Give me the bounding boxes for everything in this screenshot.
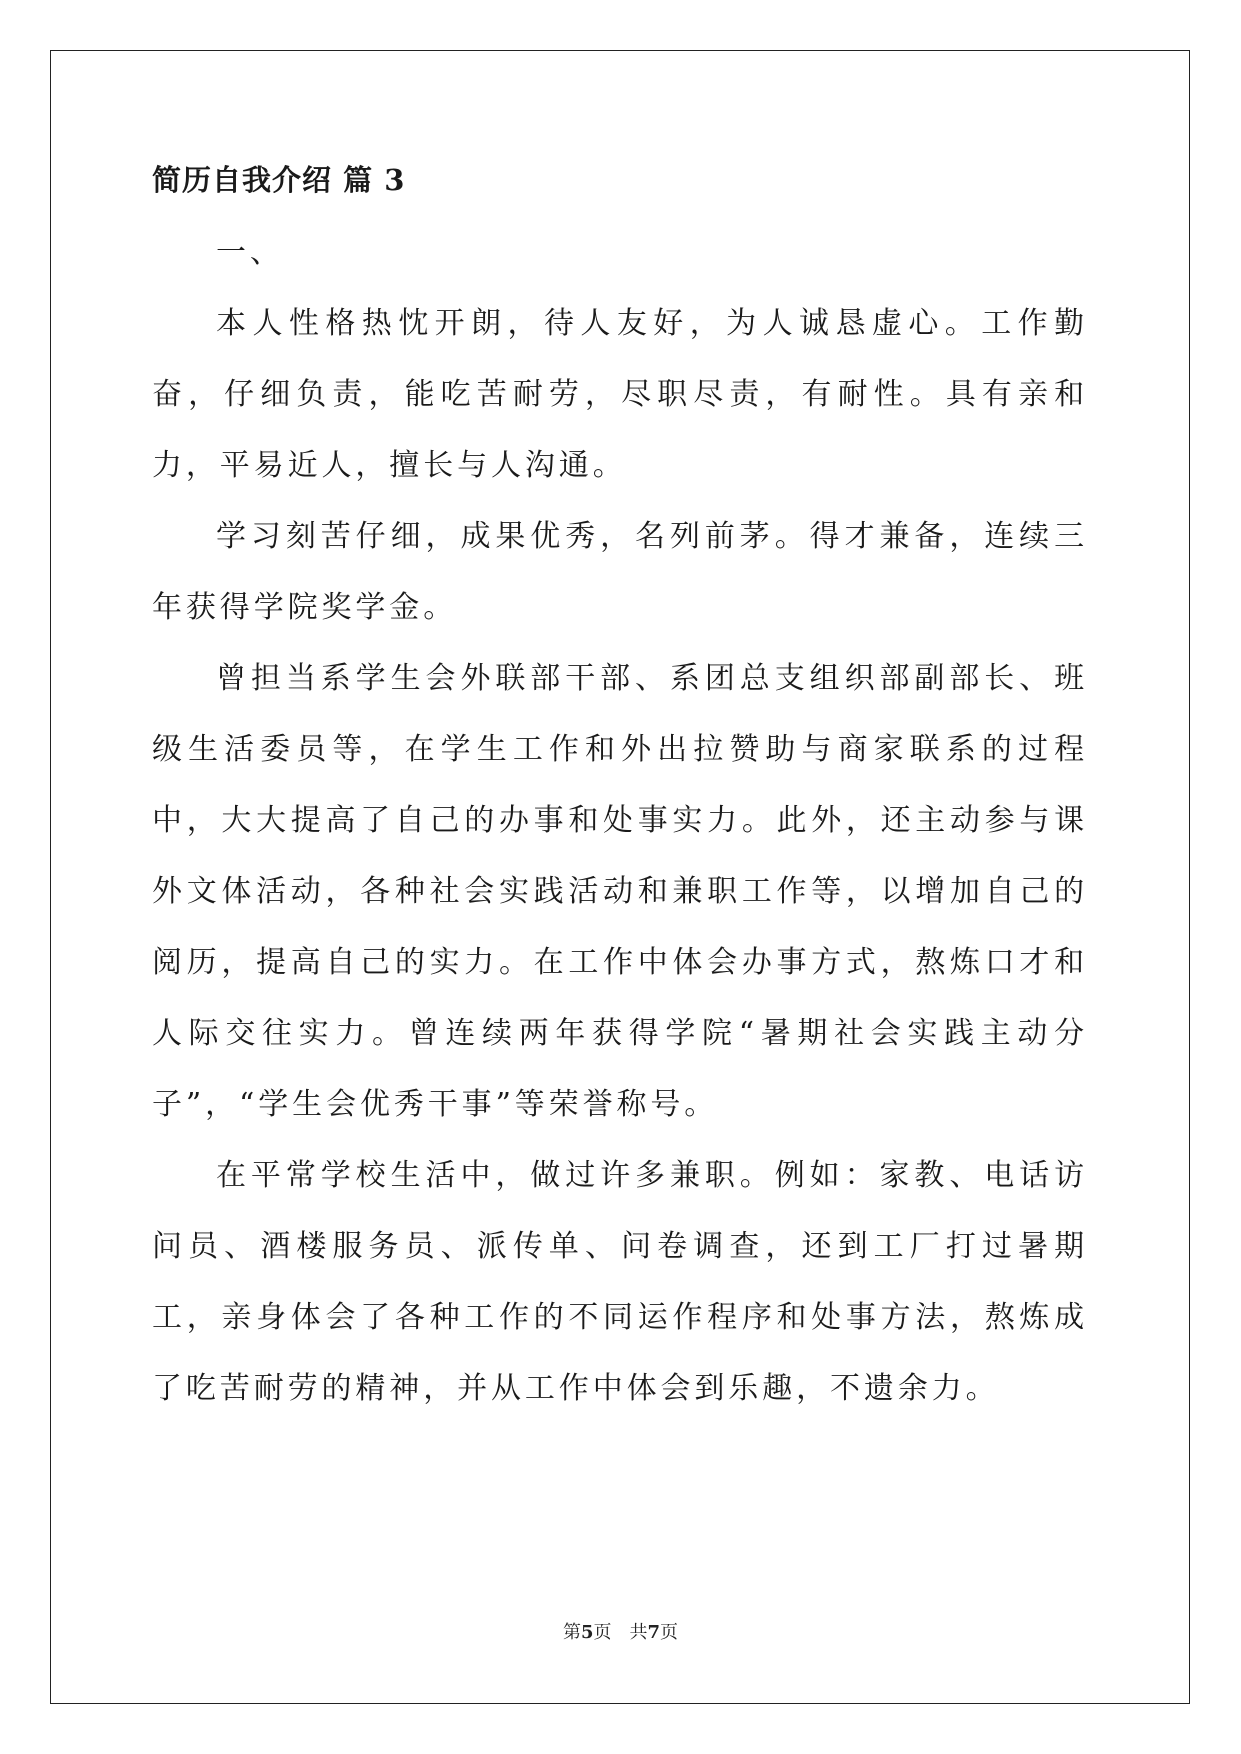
page-footer [0,1618,1241,1644]
footer-page-current: 5 [580,1622,594,1643]
footer-total-suffix: 页 [660,1622,679,1643]
footer-total-prefix: 共 [629,1622,648,1643]
footer-page-mid: 页 [593,1622,612,1643]
document-heading: 简历自我介绍 篇 3 [152,163,406,197]
paragraph-experience: 曾担当系学生会外联部干部、系团总支组织部副部长、班级生活委员等，在学生工作和外出拉赞助与商家联系的过程中，大大提高了自己的办事和处事实力。此外，还主动参与课外文体活动，各种社会实践活动和兼职工作等，以增加自己的阅历，提高自己的实力。在工作中体会办事方式，熬炼口才和人际交往实力。曾连续两年获得学院“暑期社会实践主动分子”，“学生会优秀干事”等荣誉称号。 [152,661,1088,1122]
document-body [152,163,1088,1424]
paragraph-study: 学习刻苦仔细，成果优秀，名列前茅。得才兼备，连续三年获得学院奖学金。 [152,519,1088,625]
paragraph-personality: 本人性格热忱开朗，待人友好，为人诚恳虚心。工作勤奋，仔细负责，能吃苦耐劳，尽职尽责，有耐性。具有亲和力，平易近人，擅长与人沟通。 [152,306,1088,483]
paragraph-parttime: 在平常学校生活中，做过许多兼职。例如：家教、电话访问员、酒楼服务员、派传单、问卷调查，还到工厂打过暑期工，亲身体会了各种工作的不同运作程序和处事方法，熬炼成了吃苦耐劳的精神，并从工作中体会到乐趣，不遗余力。 [152,1158,1088,1406]
footer-page-prefix: 第 [562,1622,581,1643]
footer-page-total: 7 [647,1622,661,1643]
section-mark: 一、 [216,235,284,270]
